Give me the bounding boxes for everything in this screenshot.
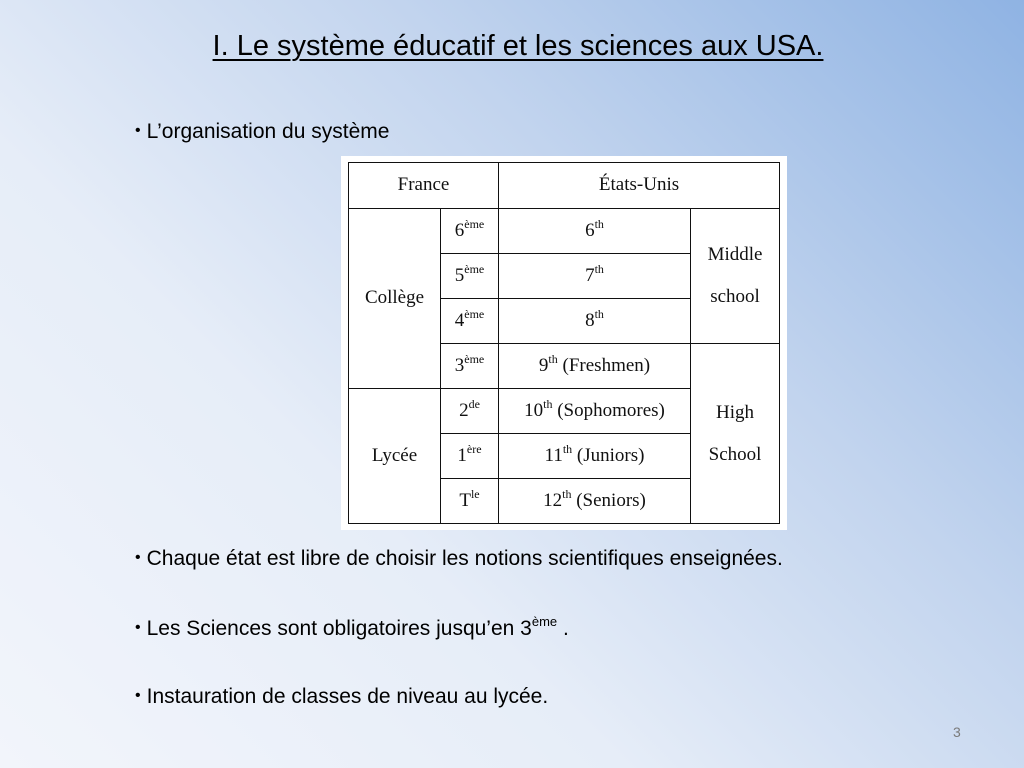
bullet-instauration <box>135 685 548 709</box>
education-comparison-table <box>348 162 780 524</box>
education-table-image <box>341 156 787 530</box>
us-grade-cell: 12th (Seniors) <box>499 479 691 524</box>
french-grade-cell: 2de <box>441 389 499 434</box>
bullet-text: Chaque état est libre de choisir les notions scientifiques enseignées. <box>146 547 783 570</box>
us-grade-cell: 11th (Juniors) <box>499 434 691 479</box>
bullet-superscript: ème <box>531 614 558 629</box>
us-grade-cell: 9th (Freshmen) <box>499 344 691 389</box>
us-grade-cell: 10th (Sophomores) <box>499 389 691 434</box>
bullet-text: L’organisation du système <box>146 120 390 143</box>
bullet-dot: • <box>135 619 141 636</box>
high-school-cell: High School <box>691 344 780 524</box>
french-grade-cell: 3ème <box>441 344 499 389</box>
slide-title: I. Le système éducatif et les sciences aux USA. <box>212 30 824 62</box>
bullet-text: Instauration de classes de niveau au lycée. <box>146 685 549 708</box>
french-grade-cell: 4ème <box>441 299 499 344</box>
college-cell: Collège <box>349 209 441 389</box>
french-grade-cell: 6ème <box>441 209 499 254</box>
bullet-libre <box>135 547 783 571</box>
bullet-dot: • <box>135 122 141 139</box>
bullet-text-end: . <box>557 617 569 640</box>
us-grade-cell: 8th <box>499 299 691 344</box>
bullet-organisation <box>135 120 389 144</box>
page-number: 3 <box>953 724 961 740</box>
french-grade-cell: $T^{le}$ <box>441 479 499 524</box>
french-grade-cell: 5ème <box>441 254 499 299</box>
header-france: France <box>349 163 499 209</box>
bullet-obligatoire <box>135 614 569 641</box>
bullet-dot: • <box>135 549 141 566</box>
header-usa: États-Unis <box>499 163 780 209</box>
bullet-dot: • <box>135 687 141 704</box>
bullet-text: Les Sciences sont obligatoires jusqu’en 3 <box>146 617 532 640</box>
french-grade-cell: 1ère <box>441 434 499 479</box>
lycee-cell: Lycée <box>349 389 441 524</box>
us-grade-cell: 6th <box>499 209 691 254</box>
table-row <box>349 209 780 254</box>
middle-school-cell: Middle school <box>691 209 780 344</box>
table-header-row <box>349 163 780 209</box>
us-grade-cell: 7th <box>499 254 691 299</box>
